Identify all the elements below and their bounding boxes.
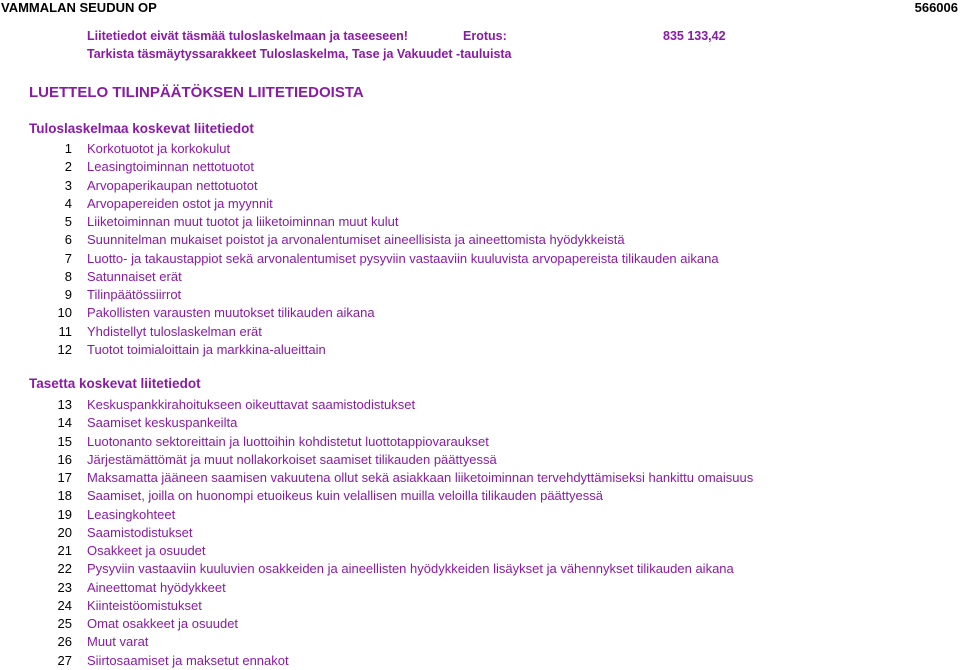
item-label: Saamiset keskuspankeilta xyxy=(87,415,238,431)
item-number: 9 xyxy=(64,287,72,302)
item-number: 1 xyxy=(64,141,72,156)
warning-message: Liitetiedot eivät täsmää tuloslaskelmaan ja taseeseen! xyxy=(87,29,408,43)
section-heading-income-statement: Tuloslaskelmaa koskevat liitetiedot xyxy=(29,121,254,136)
item-label: Saamiset, joilla on huonompi etuoikeus kuin velallisen muilla veloilla tilikauden päättyessä xyxy=(87,488,603,504)
item-label: Siirtosaamiset ja maksetut ennakot xyxy=(87,652,289,668)
organization-code: 566006 xyxy=(914,0,958,15)
item-label: Satunnaiset erät xyxy=(87,268,182,284)
item-number: 27 xyxy=(57,652,72,668)
item-label: Korkotuotot ja korkokulut xyxy=(87,141,231,156)
item-number: 23 xyxy=(57,579,72,595)
item-label: Luotonanto sektoreittain ja luottoihin kohdistetut luottotappiovaraukset xyxy=(87,433,489,449)
item-label: Arvopapereiden ostot ja myynnit xyxy=(87,195,273,211)
warning-instruction: Tarkista täsmäytyssarakkeet Tuloslaskelma, Tase ja Vakuudet -tauluista xyxy=(87,47,512,61)
item-number: 7 xyxy=(64,250,72,266)
item-label: Arvopaperikaupan nettotuotot xyxy=(87,177,258,193)
item-label: Osakkeet ja osuudet xyxy=(87,543,206,558)
item-label: Leasingtoiminnan nettotuotot xyxy=(87,159,254,175)
page-title: LUETTELO TILINPÄÄTÖKSEN LIITETIEDOISTA xyxy=(29,84,364,101)
item-number: 21 xyxy=(57,543,72,558)
item-number: 19 xyxy=(57,506,72,522)
item-label: Aineettomat hyödykkeet xyxy=(87,579,226,595)
item-number: 14 xyxy=(57,415,72,431)
item-number: 20 xyxy=(57,524,72,540)
item-number: 15 xyxy=(57,433,72,449)
item-label: Liiketoiminnan muut tuotot ja liiketoiminnan muut kulut xyxy=(87,214,399,229)
difference-value: 835 133,42 xyxy=(663,29,726,43)
item-number: 13 xyxy=(57,397,72,412)
item-label: Tuotot toimialoittain ja markkina-alueittain xyxy=(87,341,326,357)
item-label: Muut varat xyxy=(87,634,149,650)
item-number: 3 xyxy=(64,177,72,193)
item-label: Maksamatta jääneen saamisen vakuutena ollut sekä asiakkaan liiketoiminnan tervehdyttämiseksi hankittu omaisuus xyxy=(87,470,754,485)
item-label: Omat osakkeet ja osuudet xyxy=(87,616,239,631)
item-label: Saamistodistukset xyxy=(87,524,193,540)
item-number: 22 xyxy=(57,561,72,577)
section-heading-balance-sheet: Tasetta koskevat liitetiedot xyxy=(29,376,201,391)
item-number: 12 xyxy=(57,341,72,357)
item-number: 17 xyxy=(57,470,72,485)
item-number: 4 xyxy=(64,195,72,211)
item-number: 11 xyxy=(58,323,72,339)
item-number: 26 xyxy=(57,634,72,650)
item-number: 24 xyxy=(57,597,72,613)
organization-name: VAMMALAN SEUDUN OP xyxy=(1,0,157,15)
item-label: Pysyviin vastaaviin kuuluvien osakkeiden ja aineellisten hyödykkeiden lisäykset ja vähennykset tilikauden aikana xyxy=(87,561,734,577)
item-label: Luotto- ja takaustappiot sekä arvonalentumiset pysyviin vastaaviin kuuluvista arvopapereista tilikauden aikana xyxy=(87,250,719,266)
item-number: 25 xyxy=(57,616,72,631)
item-label: Järjestämättömät ja muut nollakorkoiset saamiset tilikauden päättyessä xyxy=(87,451,497,467)
difference-label: Erotus: xyxy=(463,29,507,43)
item-label: Suunnitelman mukaiset poistot ja arvonalentumiset aineellisista ja aineettomista hyödykkeistä xyxy=(87,232,625,248)
item-label: Pakollisten varausten muutokset tilikauden aikana xyxy=(87,305,375,321)
item-number: 6 xyxy=(64,232,72,248)
item-number: 16 xyxy=(57,451,72,467)
item-number: 10 xyxy=(57,305,72,321)
item-number: 2 xyxy=(64,159,72,175)
item-label: Yhdistellyt tuloslaskelman erät xyxy=(87,323,262,339)
item-number: 18 xyxy=(57,488,72,504)
page-header xyxy=(0,0,960,16)
item-label: Kiinteistöomistukset xyxy=(87,597,202,613)
item-label: Keskuspankkirahoitukseen oikeuttavat saamistodistukset xyxy=(87,397,416,412)
item-number: 8 xyxy=(64,268,72,284)
item-number: 5 xyxy=(64,214,72,229)
item-label: Leasingkohteet xyxy=(87,506,176,522)
item-label: Tilinpäätössiirrot xyxy=(87,287,182,302)
